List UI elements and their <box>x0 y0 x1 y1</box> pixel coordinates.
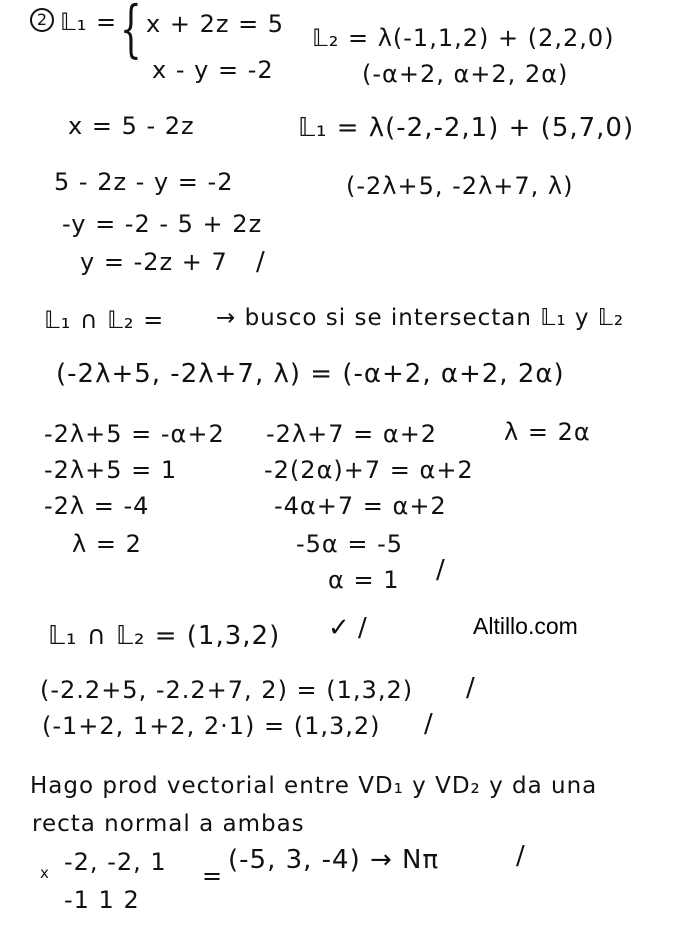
system-equation-1: x + 2z = 5 <box>146 10 285 38</box>
solve-x: x = 5 - 2z <box>68 112 195 140</box>
check-mark-icon: / <box>436 555 445 585</box>
verify-line-2: (-1+2, 1+2, 2·1) = (1,3,2) <box>42 712 381 740</box>
col1-line4: λ = 2 <box>72 530 142 558</box>
col1-line1: -2λ+5 = -α+2 <box>44 420 225 448</box>
l2-parametric: 𝕃₂ = λ(-1,1,2) + (2,2,0) <box>312 24 615 52</box>
step-2: -y = -2 - 5 + 2z <box>62 210 263 238</box>
col3-line1: λ = 2α <box>504 418 591 446</box>
col1-line3: -2λ = -4 <box>44 492 150 520</box>
col2-line3: -4α+7 = α+2 <box>274 492 447 520</box>
check-mark-icon: / <box>466 673 475 703</box>
step-1: 5 - 2z - y = -2 <box>54 168 234 196</box>
col2-line5: α = 1 <box>328 566 400 594</box>
system-brace-icon: { <box>120 0 142 65</box>
l1-point: (-2λ+5, -2λ+7, λ) <box>346 172 574 200</box>
l1-label: 𝕃₁ = <box>60 8 118 36</box>
normal-vector: (-5, 3, -4) → Nπ <box>228 845 440 875</box>
cross-product-text-2: recta normal a ambas <box>32 811 305 837</box>
l2-point: (-α+2, α+2, 2α) <box>362 60 569 88</box>
cross-symbol: x <box>40 864 49 882</box>
check-mark-icon: / <box>424 709 433 739</box>
intersection-heading: 𝕃₁ ∩ 𝕃₂ = <box>44 306 165 334</box>
verify-line-1: (-2.2+5, -2.2+7, 2) = (1,3,2) <box>40 676 414 704</box>
col2-line4: -5α = -5 <box>296 530 404 558</box>
check-mark-icon: / <box>516 841 525 871</box>
problem-number: 2 <box>30 8 54 32</box>
cross-row-1: -2, -2, 1 <box>64 848 167 876</box>
cross-equals: = <box>202 862 224 890</box>
check-mark-icon: / <box>256 247 265 277</box>
cross-row-2: -1 1 2 <box>64 886 140 914</box>
intersection-equation: (-2λ+5, -2λ+7, λ) = (-α+2, α+2, 2α) <box>56 359 565 389</box>
col1-line2: -2λ+5 = 1 <box>44 456 178 484</box>
watermark: Altillo.com <box>473 613 578 639</box>
cross-product-text-1: Hago prod vectorial entre VD₁ y VD₂ y da una <box>30 773 598 799</box>
col2-line1: -2λ+7 = α+2 <box>266 420 438 448</box>
system-equation-2: x - y = -2 <box>152 56 274 84</box>
col2-line2: -2(2α)+7 = α+2 <box>264 456 474 484</box>
intersection-note: → busco si se intersectan 𝕃₁ y 𝕃₂ <box>216 305 625 331</box>
check-mark-icon: ✓ / <box>328 613 367 643</box>
l1-parametric: 𝕃₁ = λ(-2,-2,1) + (5,7,0) <box>298 113 635 143</box>
step-3: y = -2z + 7 <box>80 248 228 276</box>
intersection-result: 𝕃₁ ∩ 𝕃₂ = (1,3,2) <box>48 621 281 651</box>
